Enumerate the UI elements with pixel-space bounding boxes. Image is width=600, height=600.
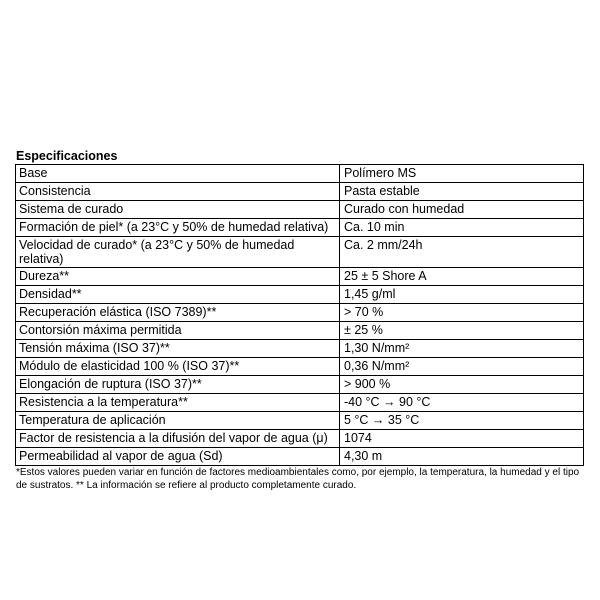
table-row (16, 448, 584, 466)
section-title: Especificaciones (16, 149, 118, 163)
property-cell: Densidad** (16, 286, 340, 304)
property-cell: Tensión máxima (ISO 37)** (16, 340, 340, 358)
value-cell: Pasta estable (340, 183, 584, 201)
table-row (16, 394, 584, 412)
property-cell: Sistema de curado (16, 201, 340, 219)
property-cell: Resistencia a la temperatura** (16, 394, 340, 412)
property-cell: Velocidad de curado* (a 23°C y 50% de humedad relativa) (16, 237, 340, 268)
value-cell: 0,36 N/mm² (340, 358, 584, 376)
table-row (16, 201, 584, 219)
value-cell: 1074 (340, 430, 584, 448)
value-cell: 25 ± 5 Shore A (340, 268, 584, 286)
specifications-table (15, 164, 584, 466)
property-cell: Formación de piel* (a 23°C y 50% de humedad relativa) (16, 219, 340, 237)
table-row (16, 237, 584, 268)
property-cell: Factor de resistencia a la difusión del vapor de agua (μ) (16, 430, 340, 448)
property-cell: Temperatura de aplicación (16, 412, 340, 430)
value-cell: > 70 % (340, 304, 584, 322)
table-row (16, 430, 584, 448)
value-cell: 1,30 N/mm² (340, 340, 584, 358)
value-cell: Polímero MS (340, 165, 584, 183)
value-cell: 4,30 m (340, 448, 584, 466)
property-cell: Dureza** (16, 268, 340, 286)
specifications-sheet (15, 149, 583, 492)
property-cell: Base (16, 165, 340, 183)
value-cell: -40 °C → 90 °C (340, 394, 584, 412)
property-cell: Permeabilidad al vapor de agua (Sd) (16, 448, 340, 466)
value-cell: Ca. 2 mm/24h (340, 237, 584, 268)
table-row (16, 268, 584, 286)
table-row (16, 165, 584, 183)
table-row (16, 286, 584, 304)
property-cell: Recuperación elástica (ISO 7389)** (16, 304, 340, 322)
value-cell: > 900 % (340, 376, 584, 394)
table-row (16, 219, 584, 237)
table-row (16, 376, 584, 394)
value-cell: Curado con humedad (340, 201, 584, 219)
table-row (16, 340, 584, 358)
table-row (16, 412, 584, 430)
table-row (16, 322, 584, 340)
footnote: *Estos valores pueden variar en función de factores medioambientales como, por ejemplo, la temperatura, la humedad y el tipo de sustratos. ** La información se refiere al producto completamente curado. (16, 467, 580, 491)
table-row (16, 183, 584, 201)
property-cell: Elongación de ruptura (ISO 37)** (16, 376, 340, 394)
table-row (16, 358, 584, 376)
value-cell: ± 25 % (340, 322, 584, 340)
table-row (16, 304, 584, 322)
value-cell: Ca. 10 min (340, 219, 584, 237)
property-cell: Contorsión máxima permitida (16, 322, 340, 340)
property-cell: Consistencia (16, 183, 340, 201)
property-cell: Módulo de elasticidad 100 % (ISO 37)** (16, 358, 340, 376)
value-cell: 1,45 g/ml (340, 286, 584, 304)
value-cell: 5 °C → 35 °C (340, 412, 584, 430)
